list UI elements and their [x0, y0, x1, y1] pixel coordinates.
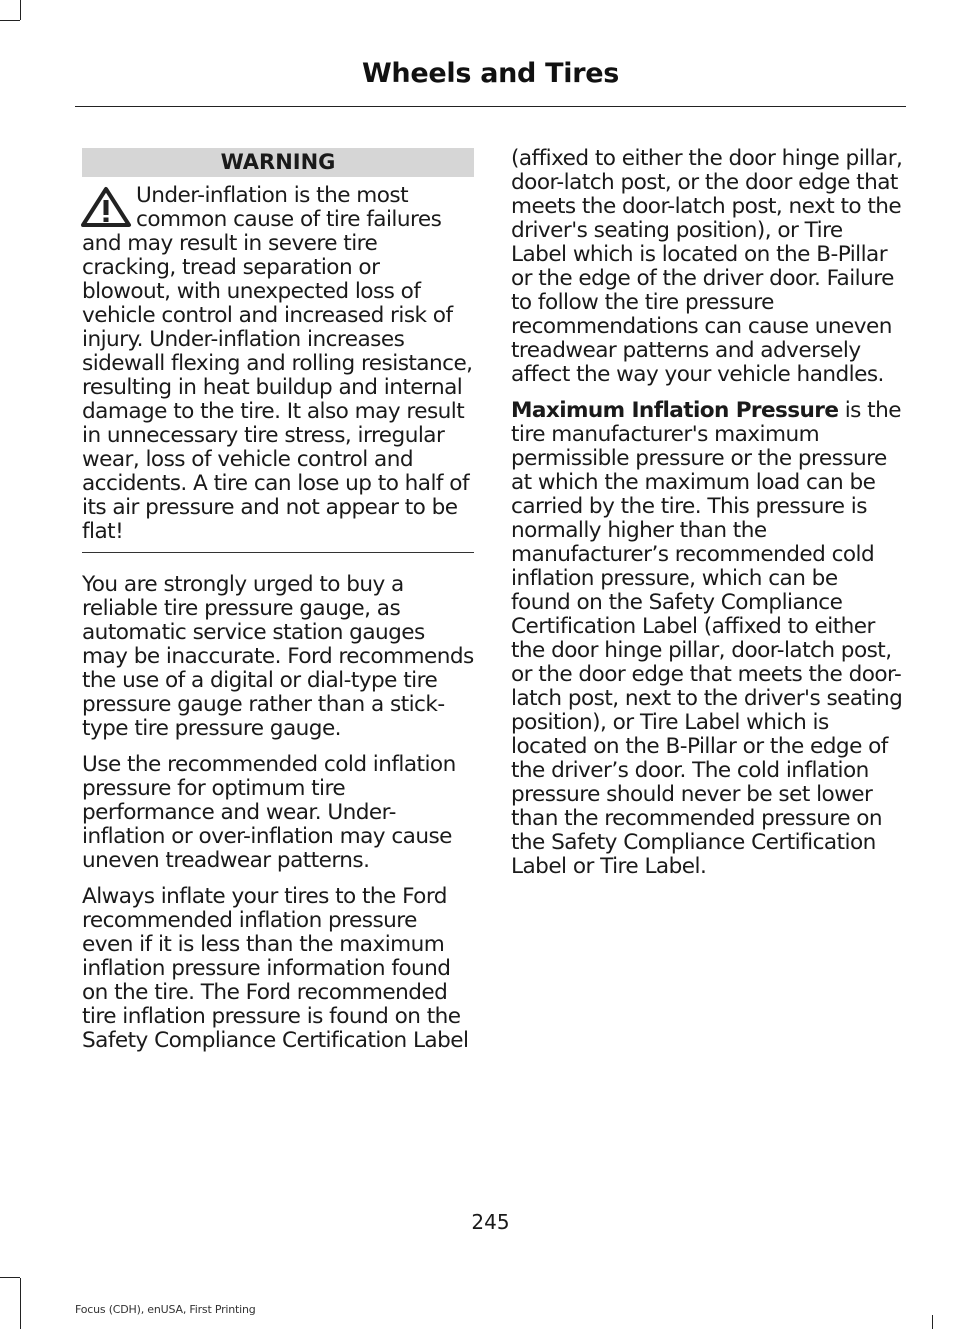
footer-text: Focus (CDH), enUSA, First Printing: [75, 1303, 256, 1316]
crop-mark: [0, 20, 20, 21]
paragraph-continuation: (affixed to either the door hinge pillar, door-latch post, or the door edge that meets the door-latch post, next to the driver's seating position), or Tire Label which is located on the B-Pillar or the edge of the driver door. Failure to follow the tire pressure recommendations can cause uneven treadwear patterns and adversely affect the way your vehicle handles.: [511, 146, 903, 387]
crop-mark: [20, 1278, 21, 1329]
warning-rule: [82, 552, 474, 553]
page-title: Wheels and Tires: [361, 58, 620, 89]
warning-triangle-icon: [80, 184, 132, 230]
crop-mark: [932, 1315, 933, 1329]
page-number: 245: [471, 1210, 510, 1234]
warning-heading: WARNING: [82, 148, 474, 177]
left-column: [82, 148, 474, 1065]
warning-text: Under-inflation is the most common cause of tire failures and may result in severe tire cracking, tread separation or blowout, with unexpected loss of vehicle control and increased risk of injury. Under-inflation increases sidewall flexing and rolling resistance, resulting in heat buildup and internal damage to the tire. It also may result in unnecessary tire stress, irregular wear, loss of vehicle control and accidents. A tire can lose up to half of its air pressure and not appear to be flat!: [82, 183, 473, 544]
maximum-inflation-text: is the tire manufacturer's maximum permissible pressure or the pressure at which the maximum load can be carried by the tire. This pressure is normally higher than the manufacturer’s recommended cold inflation pressure, which can be found on the Safety Compliance Certification Label (affixed to either the door hinge pillar, door-latch post, or the door edge that meets the door-latch post, next to the driver's seating position), or Tire Label which is located on the B-Pillar or the edge of the driver’s door. The cold inflation pressure should never be set lower than the recommended pressure on the Safety Compliance Certification Label or Tire Label.: [511, 398, 903, 879]
paragraph-gauge: You are strongly urged to buy a reliable tire pressure gauge, as automatic service station gauges may be inaccurate. Ford recommends the use of a digital or dial-type tire pressure gauge rather than a stick-type tire pressure gauge.: [82, 572, 474, 741]
paragraph-always-inflate: Always inflate your tires to the Ford recommended inflation pressure even if it is less than the maximum inflation pressure information found on the tire. The Ford recommended tire inflation pressure is found on the Safety Compliance Certification Label: [82, 884, 469, 1053]
paragraph-maximum-inflation: [511, 399, 903, 879]
crop-mark: [20, 0, 21, 20]
header-rule: [75, 106, 906, 107]
crop-mark: [0, 1277, 20, 1278]
paragraph-cold-inflation: Use the recommended cold inflation pressure for optimum tire performance and wear. Under-inflation or over-inflation may cause uneven treadwear patterns.: [82, 752, 456, 873]
warning-box: [82, 184, 474, 544]
term-maximum-inflation-pressure: Maximum Inflation Pressure: [511, 398, 839, 423]
right-column: [511, 147, 903, 891]
